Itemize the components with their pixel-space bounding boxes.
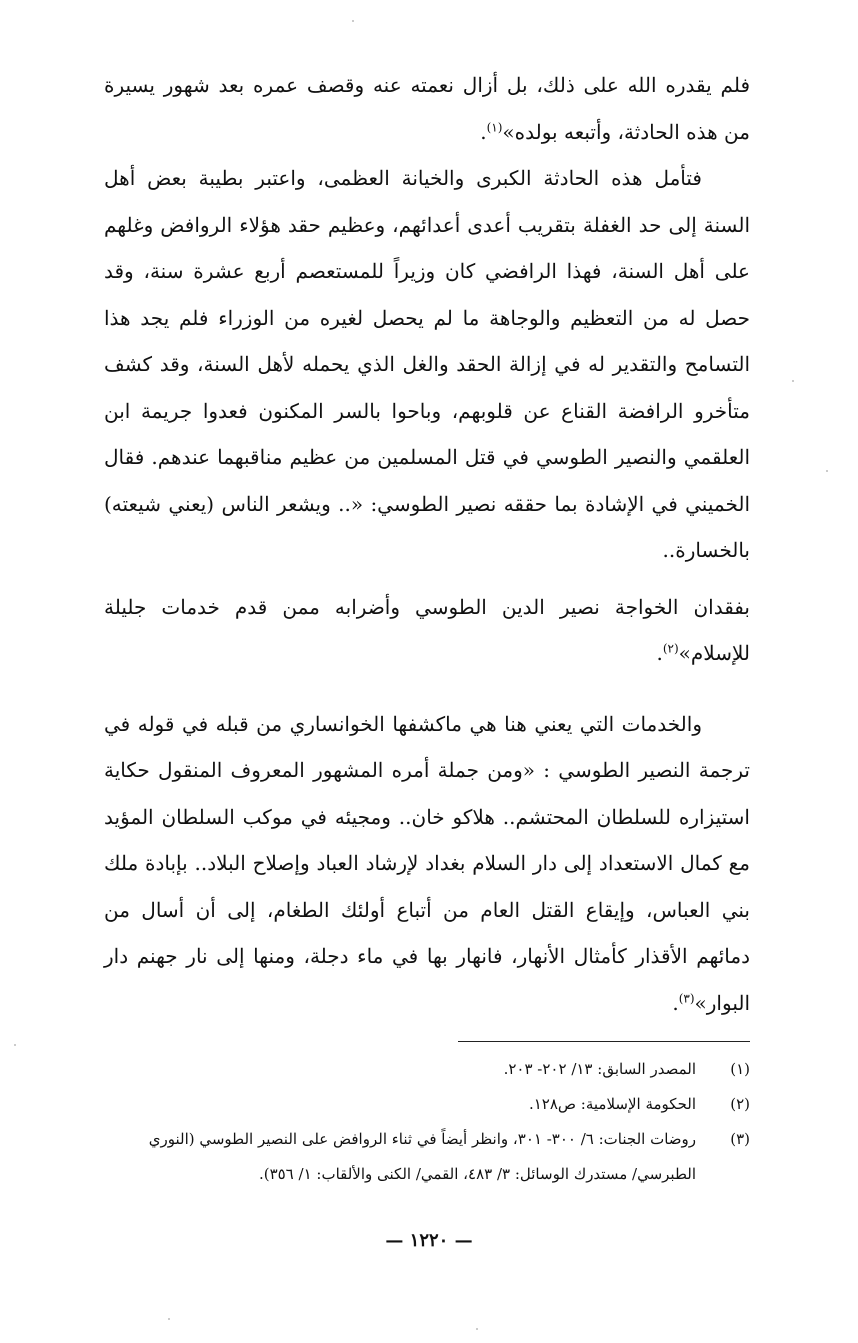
- scan-speck: [352, 20, 354, 22]
- footnote-2: [104, 1087, 750, 1122]
- page-number: — ١٢٢٠ —: [385, 1230, 473, 1251]
- footnote-2-text: الحكومة الإسلامية: ص١٢٨.: [528, 1095, 696, 1113]
- footnote-3-text: روضات الجنات: ٦/ ٣٠٠- ٣٠١، وانظر أيضاً في ثناء الروافض على النصير الطوسي (النوري الطبرسي/ مستدرك الوسائل: ٣/ ٤٨٣، القمي/ الكنى والألقاب: ١/ ٣٥٦).: [148, 1130, 696, 1183]
- footnote-divider: [458, 1041, 750, 1042]
- paragraph-3-text: بفقدان الخواجة نصير الدين الطوسي وأضرابه ممن قدم خدمات جليلة للإسلام»: [104, 594, 750, 665]
- paragraph-4-end: .: [672, 990, 679, 1015]
- scan-speck: [14, 1044, 16, 1046]
- paragraph-1-text: فلم يقدره الله على ذلك، بل أزال نعمته عنه وقصف عمره بعد شهور يسيرة من هذه الحادثة، وأتبعه بولده»: [104, 73, 750, 144]
- paragraph-1-end: .: [480, 119, 487, 144]
- scan-speck: [476, 1328, 478, 1330]
- main-text: [104, 62, 750, 1026]
- scan-speck: [168, 1318, 170, 1320]
- paragraph-3-end: .: [656, 641, 663, 665]
- footnote-1-text: المصدر السابق: ١٣/ ٢٠٢- ٢٠٣.: [503, 1060, 696, 1078]
- scan-speck: [792, 380, 794, 382]
- paragraph-3: [104, 584, 750, 677]
- footnotes: [104, 1052, 750, 1192]
- footnote-ref-3: (٣): [678, 990, 695, 1005]
- footnote-ref-1: (١): [486, 119, 503, 134]
- paragraph-1: [104, 62, 750, 155]
- footnote-3-number: (٣): [730, 1130, 750, 1148]
- scan-speck: [826, 470, 828, 472]
- footnote-3: [104, 1122, 750, 1192]
- paragraph-4: [104, 701, 750, 1027]
- paragraph-2: [104, 155, 750, 574]
- footnote-1: [104, 1052, 750, 1087]
- footnote-2-number: (٢): [730, 1095, 750, 1113]
- footnote-ref-2: (٢): [662, 641, 679, 656]
- paragraph-2-text: فتأمل هذه الحادثة الكبرى والخيانة العظمى، واعتبر بطيبة بعض أهل السنة إلى حد الغفلة بتقريب أعدى أعدائهم، وعظيم حقد هؤلاء الروافض وغلهم على أهل السنة، فهذا الرافضي كان وزيراً للمستعصم أربع عشرة سنة، وقد حصل له من التعظيم والوجاهة ما لم يحصل لغيره من الوزراء فلم يجد هذا التسامح والتقدير له في إزالة الحقد والغل الذي يحمله لأهل السنة، وقد كشف متأخرو الرافضة القناع عن قلوبهم، وباحوا بالسر المكنون فعدوا جريمة ابن العلقمي والنصير الطوسي في قتل المسلمين من عظيم مناقبهما عندهم. فقال الخميني في الإشادة بما حققه نصير الطوسي: «.. ويشعر الناس (يعني شيعته) بالخسارة..: [104, 166, 750, 562]
- footnote-1-number: (١): [730, 1060, 750, 1078]
- paragraph-4-text: والخدمات التي يعني هنا هي ماكشفها الخوانساري من قبله في قوله في ترجمة النصير الطوسي : «ومن جملة أمره المشهور المعروف المنقول حكاية استيزاره للسلطان المحتشم.. هلاكو خان.. ومجيئه في موكب السلطان المؤيد مع كمال الاستعداد إلى دار السلام بغداد لإرشاد العباد وإصلاح البلاد.. بإبادة ملك بني العباس، وإيقاع القتل العام من أتباع أولئك الطغام، إلى أن أسال من دمائهم الأقذار كأمثال الأنهار، فانهار بها في ماء دجلة، ومنها إلى نار جهنم دار البوار»: [104, 711, 750, 1015]
